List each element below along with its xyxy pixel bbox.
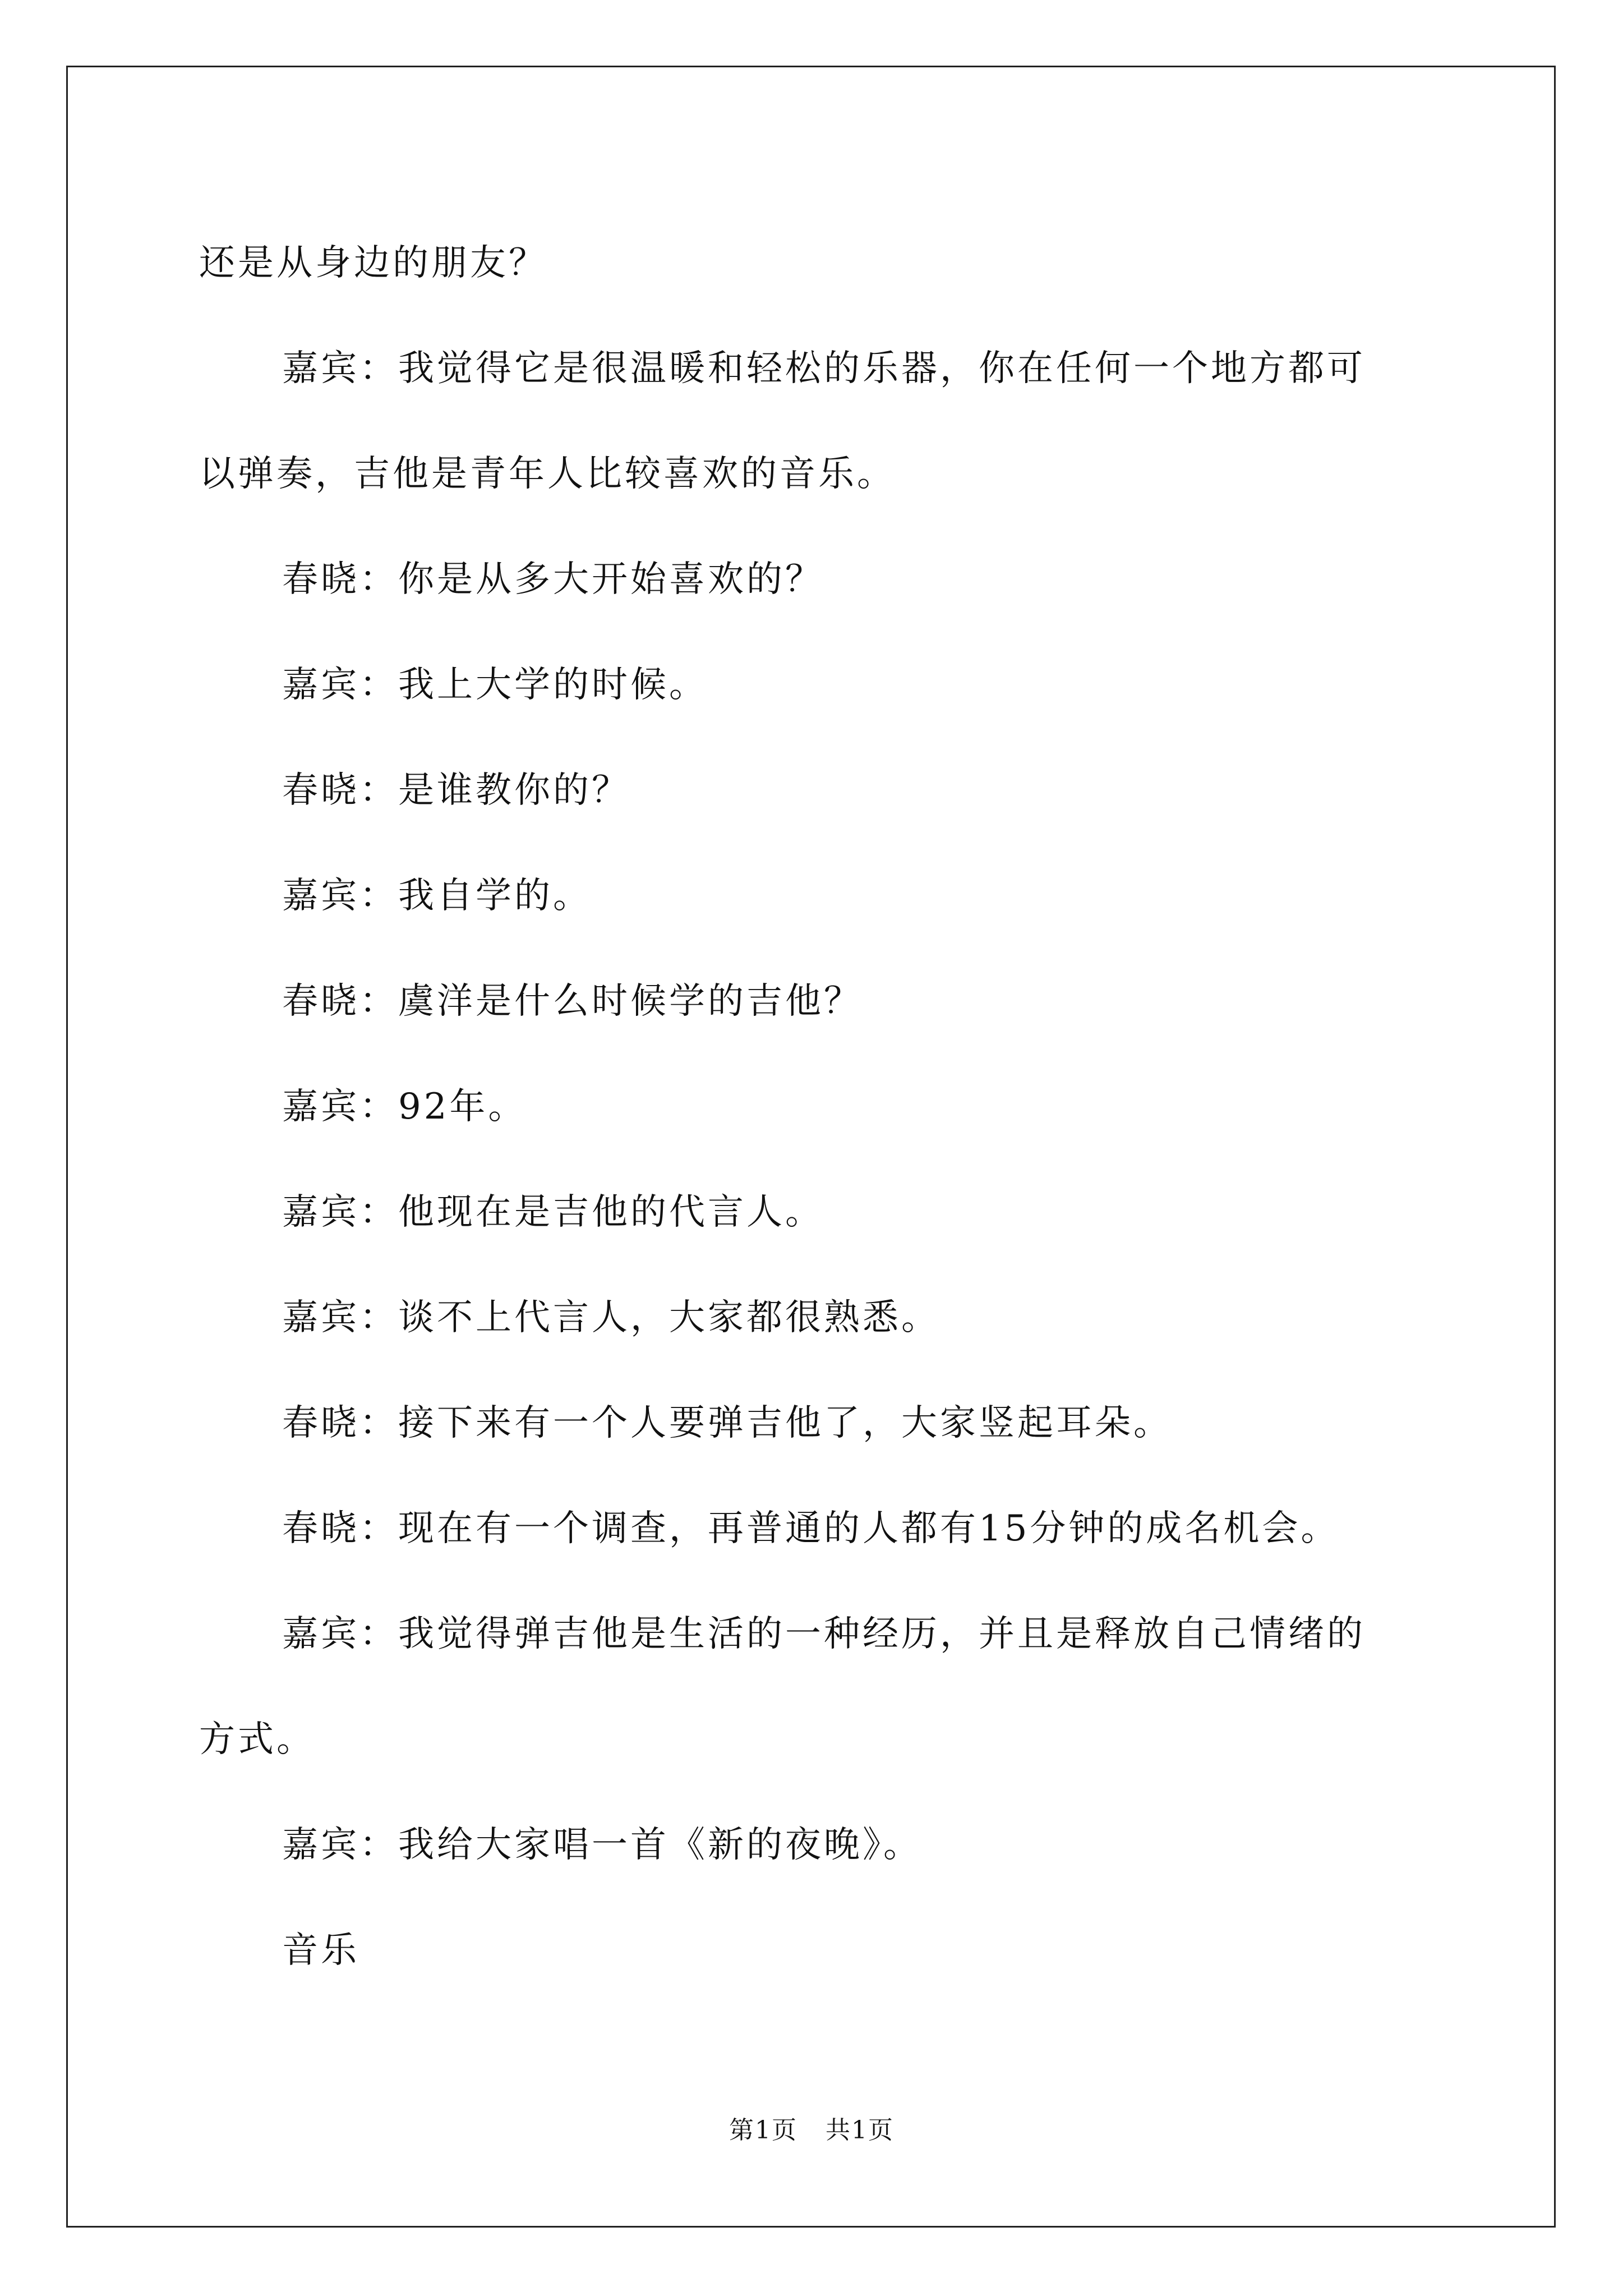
- text-line: 春晓：现在有一个调查，再普通的人都有15分钟的成名机会。: [282, 1508, 1340, 1549]
- text-line: 春晓：你是从多大开始喜欢的？: [282, 559, 824, 600]
- text-line: 嘉宾：谈不上代言人，大家都很熟悉。: [282, 1297, 940, 1338]
- text-line: 音乐: [282, 1930, 359, 1971]
- text-line: 春晓：是谁教你的？: [282, 770, 630, 811]
- text-line: 嘉宾：我给大家唱一首《新的夜晚》。: [282, 1824, 922, 1866]
- text-line: 嘉宾：我自学的。: [282, 875, 592, 917]
- page-footer: [0, 2114, 1623, 2147]
- page-number: 第1页: [729, 2116, 797, 2145]
- text-line: 方式。: [199, 1719, 315, 1760]
- text-line: 春晓：虞洋是什么时候学的吉他？: [282, 981, 863, 1022]
- text-line: 春晓：接下来有一个人要弹吉他了，大家竖起耳朵。: [282, 1402, 1172, 1444]
- text-line: 以弹奏，吉他是青年人比较喜欢的音乐。: [199, 453, 896, 495]
- text-line: 嘉宾：他现在是吉他的代言人。: [282, 1191, 824, 1233]
- text-line: 嘉宾：92年。: [282, 1086, 527, 1128]
- text-line: 嘉宾：我觉得它是很温暖和轻松的乐器，你在任何一个地方都可: [282, 348, 1366, 389]
- page-total: 共1页: [826, 2116, 894, 2145]
- document-body: [199, 210, 1433, 2003]
- text-line: 还是从身边的朋友？: [199, 242, 547, 284]
- text-line: 嘉宾：我觉得弹吉他是生活的一种经历，并且是释放自己情绪的: [282, 1613, 1366, 1655]
- text-line: 嘉宾：我上大学的时候。: [282, 664, 708, 706]
